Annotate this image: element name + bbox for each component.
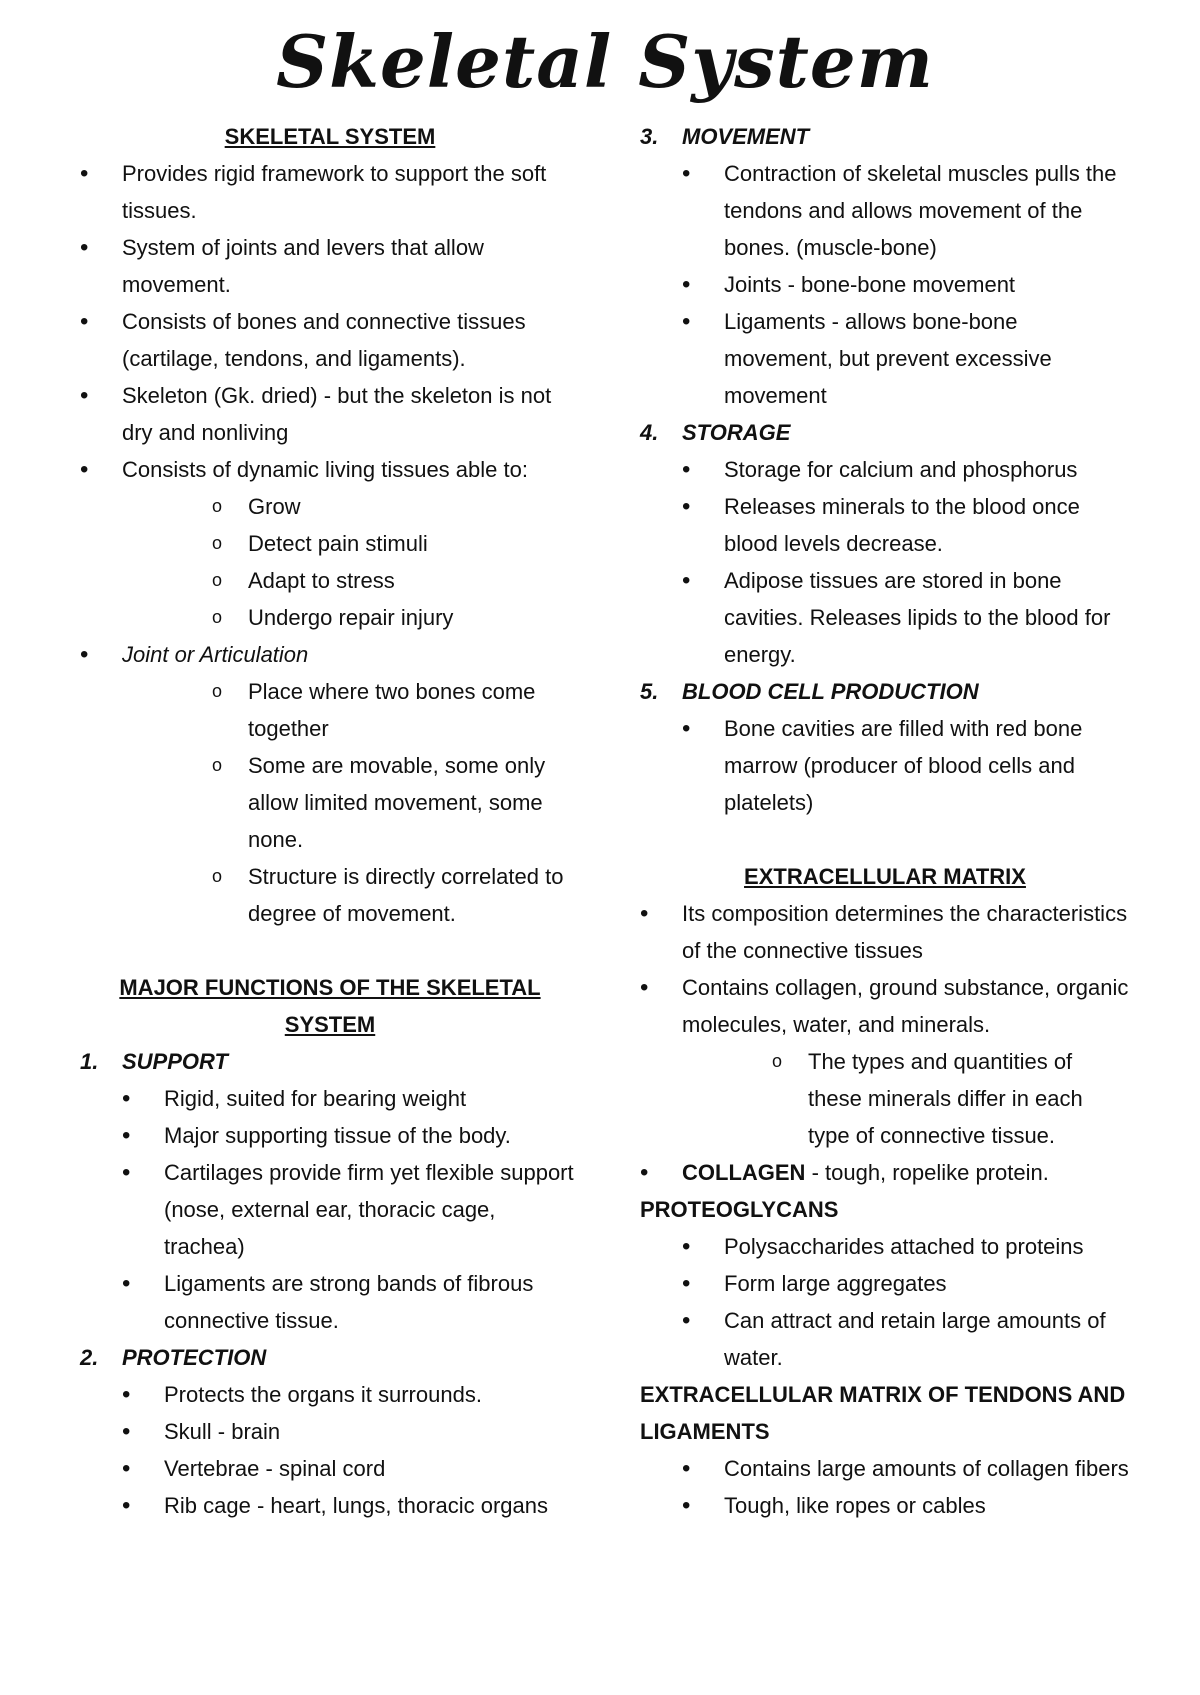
list-item: • Its composition determines the characteristics of the connective tissues: [640, 895, 1130, 969]
storage-list: [640, 451, 1130, 673]
section-number: 5.: [640, 679, 659, 704]
sub-list-item: o Grow: [122, 488, 580, 525]
skeletal-system-heading: SKELETAL SYSTEM: [224, 124, 436, 149]
protection-heading: [80, 1339, 580, 1376]
sub-list-item: o Some are movable, some only allow limited movement, some none.: [122, 747, 580, 858]
sub-list-item: o Adapt to stress: [122, 562, 580, 599]
support-list: [80, 1080, 580, 1339]
section-number: 3.: [640, 124, 659, 149]
spacer: [640, 821, 1130, 858]
section-number: 2.: [80, 1345, 99, 1370]
list-item: [80, 451, 580, 636]
joint-sub-list: [122, 673, 580, 932]
section-title: MOVEMENT: [682, 124, 810, 149]
list-item: • Ligaments are strong bands of fibrous connective tissue.: [80, 1265, 580, 1339]
list-item-text: Consists of dynamic living tissues able to:: [122, 457, 528, 482]
list-item: • Releases minerals to the blood once blood levels decrease.: [640, 488, 1130, 562]
tendons-ligaments-heading: EXTRACELLULAR MATRIX OF TENDONS AND LIGAMENTS: [640, 1382, 1126, 1444]
support-heading: [80, 1043, 580, 1080]
list-item: • Consists of bones and connective tissues (cartilage, tendons, and ligaments).: [80, 303, 580, 377]
blood-cell-production-heading: [640, 673, 1130, 710]
section-title: STORAGE: [682, 420, 791, 445]
collagen-definition: - tough, ropelike protein.: [805, 1160, 1049, 1185]
abilities-list: [122, 488, 580, 636]
proteoglycans-list: [640, 1228, 1130, 1376]
blood-list: [640, 710, 1130, 821]
section-title: BLOOD CELL PRODUCTION: [682, 679, 979, 704]
list-item: • Tough, like ropes or cables: [640, 1487, 1130, 1524]
ecm-sub-list: [682, 1043, 1130, 1154]
list-item: • Ligaments - allows bone-bone movement, but prevent excessive movement: [640, 303, 1130, 414]
intro-list: [80, 155, 580, 932]
spacer: [80, 932, 580, 969]
list-item: • Skeleton (Gk. dried) - but the skeleton is not dry and nonliving: [80, 377, 580, 451]
section-number: 1.: [80, 1049, 99, 1074]
list-item: • Rigid, suited for bearing weight: [80, 1080, 580, 1117]
list-item: [640, 969, 1130, 1154]
extracellular-matrix-heading: EXTRACELLULAR MATRIX: [744, 864, 1026, 889]
list-item: • Major supporting tissue of the body.: [80, 1117, 580, 1154]
list-item: • Provides rigid framework to support the soft tissues.: [80, 155, 580, 229]
collagen-term: COLLAGEN: [682, 1160, 806, 1185]
list-item: • Contraction of skeletal muscles pulls the tendons and allows movement of the bones. (muscle-bone): [640, 155, 1130, 266]
list-item: • Cartilages provide firm yet flexible support (nose, external ear, thoracic cage, trachea): [80, 1154, 580, 1265]
section-title: SUPPORT: [122, 1049, 228, 1074]
major-functions-heading: MAJOR FUNCTIONS OF THE SKELETAL SYSTEM: [119, 975, 541, 1037]
sub-list-item: o Place where two bones come together: [122, 673, 580, 747]
list-item: • Polysaccharides attached to proteins: [640, 1228, 1130, 1265]
movement-list: [640, 155, 1130, 414]
protection-list: [80, 1376, 580, 1524]
ecm-list: [640, 895, 1130, 1191]
list-item-text: Contains collagen, ground substance, organic molecules, water, and minerals.: [682, 975, 1129, 1037]
tendons-list: [640, 1450, 1130, 1524]
movement-heading: [640, 118, 1130, 155]
page-title: Skeletal System: [276, 19, 934, 104]
section-title: PROTECTION: [122, 1345, 267, 1370]
section-number: 4.: [640, 420, 659, 445]
sub-list-item: o Undergo repair injury: [122, 599, 580, 636]
sub-list-item: o The types and quantities of these minerals differ in each type of connective tissue.: [682, 1043, 1130, 1154]
list-item: • Skull - brain: [80, 1413, 580, 1450]
list-item: • Bone cavities are filled with red bone marrow (producer of blood cells and platelets): [640, 710, 1130, 821]
list-item: • Can attract and retain large amounts of water.: [640, 1302, 1130, 1376]
list-item: • Joints - bone-bone movement: [640, 266, 1130, 303]
list-item: • Contains large amounts of collagen fibers: [640, 1450, 1130, 1487]
list-item: • Rib cage - heart, lungs, thoracic organs: [80, 1487, 580, 1524]
joint-term: Joint or Articulation: [122, 642, 309, 667]
left-column: [80, 118, 580, 1524]
list-item: [80, 636, 580, 932]
storage-heading: [640, 414, 1130, 451]
sub-list-item: o Structure is directly correlated to degree of movement.: [122, 858, 580, 932]
proteoglycans-heading: PROTEOGLYCANS: [640, 1197, 839, 1222]
list-item: • System of joints and levers that allow movement.: [80, 229, 580, 303]
right-column: [640, 118, 1130, 1524]
list-item: • Vertebrae - spinal cord: [80, 1450, 580, 1487]
list-item: • Form large aggregates: [640, 1265, 1130, 1302]
list-item: • Protects the organs it surrounds.: [80, 1376, 580, 1413]
sub-list-item: o Detect pain stimuli: [122, 525, 580, 562]
list-item: • Storage for calcium and phosphorus: [640, 451, 1130, 488]
list-item: • Adipose tissues are stored in bone cavities. Releases lipids to the blood for energy.: [640, 562, 1130, 673]
list-item: [640, 1154, 1130, 1191]
